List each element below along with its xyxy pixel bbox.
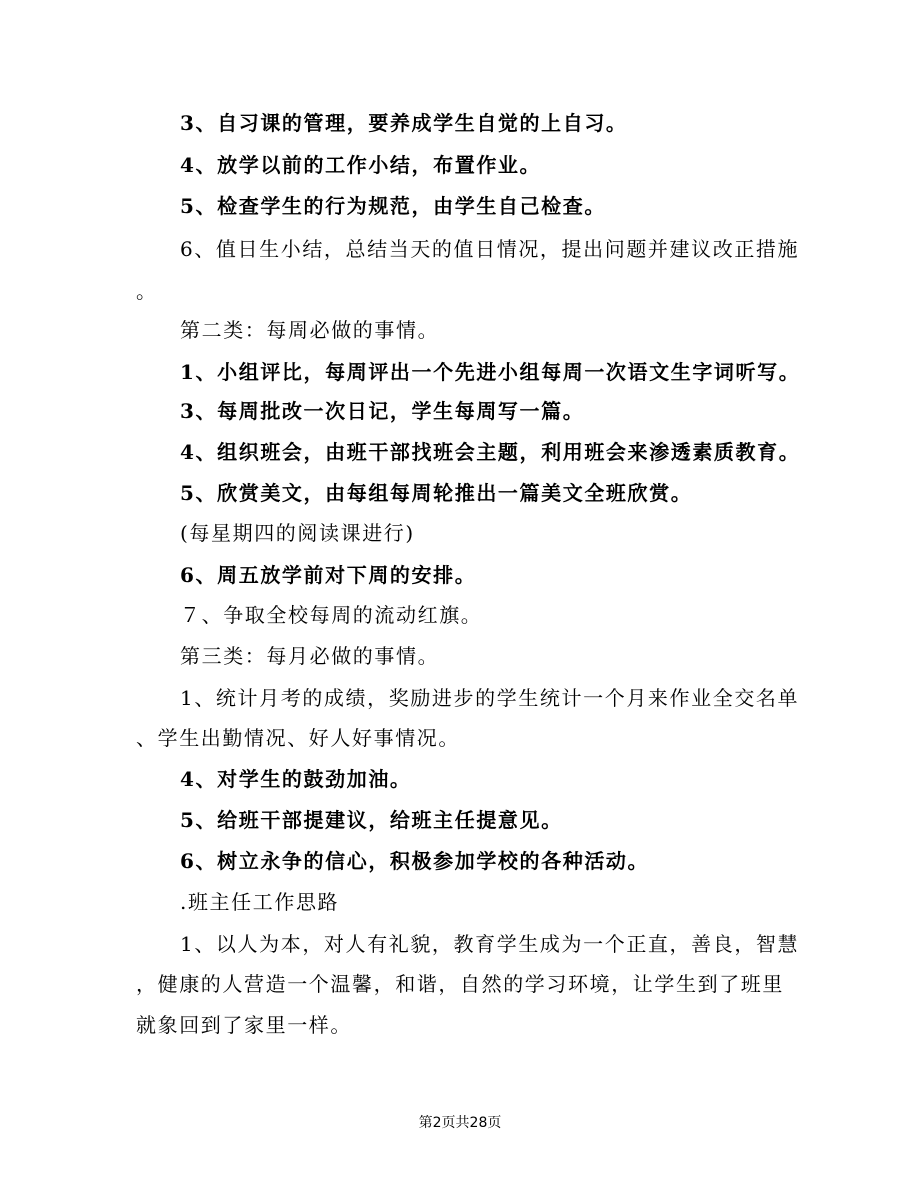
text-line-3: 5、检查学生的行为规范，由学生自己检查。: [180, 194, 606, 218]
page-number: 第2页共28页: [418, 1115, 502, 1131]
section-heading-monthly: 第三类：每月必做的事情。: [180, 644, 440, 668]
text-line-4: 6、值日生小结，总结当天的值日情况，提出问题并建议改正措施: [180, 237, 800, 261]
text-line-18: 5、给班干部提建议，给班主任提意见。: [180, 808, 563, 832]
text-line-2: 4、放学以前的工作小结，布置作业。: [180, 153, 542, 177]
text-line-8: 3、每周批改一次日记，学生每周写一篇。: [180, 399, 585, 423]
text-line-7: 1、小组评比，每周评出一个先进小组每周一次语文生字词听写。: [180, 360, 801, 384]
text-line-21: 1、以人为本，对人有礼貌，教育学生成为一个正直，善良，智慧: [180, 932, 800, 956]
text-line-5: 。: [136, 279, 158, 303]
text-line-11: (每星期四的阅读课进行): [180, 521, 415, 545]
section-heading-approach: .班主任工作思路: [180, 890, 340, 914]
text-line-16: 、学生出勤情况、好人好事情况。: [136, 726, 460, 750]
text-line-10: 5、欣赏美文，由每组每周轮推出一篇美文全班欣赏。: [180, 481, 693, 505]
text-line-22: ，健康的人营造一个温馨，和谐，自然的学习环境，让学生到了班里: [136, 972, 784, 996]
text-line-12: 6、周五放学前对下周的安排。: [180, 563, 477, 587]
text-line-23: 就象回到了家里一样。: [136, 1013, 352, 1037]
text-line-1: 3、自习课的管理，要养成学生自觉的上自习。: [180, 111, 628, 135]
text-line-17: 4、对学生的鼓劲加油。: [180, 767, 412, 791]
text-line-19: 6、树立永争的信心，积极参加学校的各种活动。: [180, 849, 650, 873]
text-line-15: 1、统计月考的成绩，奖励进步的学生统计一个月来作业全交名单: [180, 686, 800, 710]
section-heading-weekly: 第二类：每周必做的事情。: [180, 318, 440, 342]
text-line-13: ７、争取全校每周的流动红旗。: [180, 603, 483, 627]
text-line-9: 4、组织班会，由班干部找班会主题，利用班会来渗透素质教育。: [180, 440, 801, 464]
